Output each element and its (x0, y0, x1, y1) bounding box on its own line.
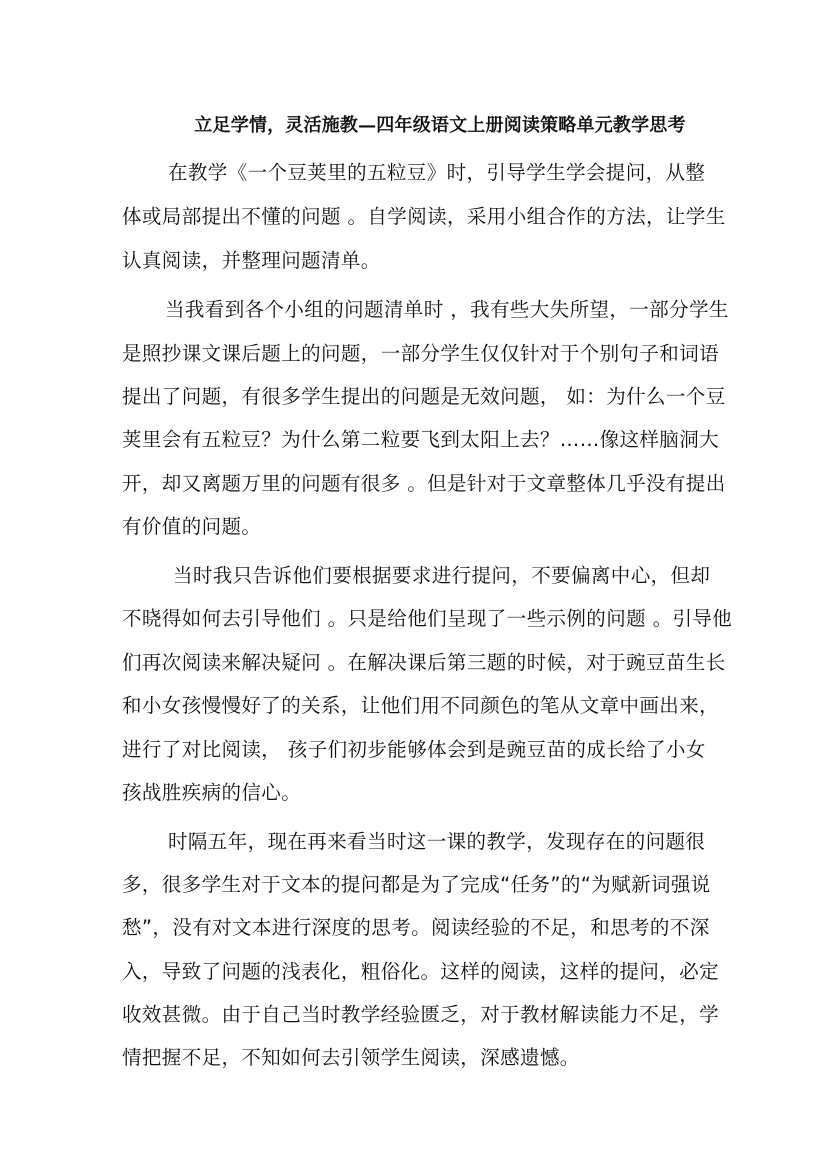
paragraph-3-line-4: 和小女孩慢慢好了的关系，让他们用不同颜色的笔从文章中画出来， (122, 694, 720, 717)
paragraph-1-line-2: 体或局部提出不懂的问题 。自学阅读，采用小组合作的方法，让学生 (122, 205, 726, 228)
paragraph-4-line-1: 时隔五年，现在再来看当时这一课的教学，发现存在的问题很 (168, 830, 706, 853)
paragraph-2-line-3: 提出了问题，有很多学生提出的问题是无效问题， 如：为什么一个豆 (122, 385, 726, 408)
paragraph-3-line-3: 们再次阅读来解决疑问 。在解决课后第三题的时候，对于豌豆苗生长 (122, 651, 726, 674)
paragraph-3-line-5: 进行了对比阅读， 孩子们初步能够体会到是豌豆苗的成长给了小女 (122, 738, 706, 761)
paragraph-4-line-3: 愁”，没有对文本进行深度的思考。阅读经验的不足，和思考的不深 (122, 916, 710, 939)
paragraph-4-line-2: 多，很多学生对于文本的提问都是为了完成“任务”的“为赋新词强说 (122, 873, 711, 896)
paragraph-2-line-5: 开，却又离题万里的问题有很多 。但是针对于文章整体几乎没有提出 (122, 472, 726, 495)
paragraph-3-line-6: 孩战胜疾病的信心。 (122, 781, 302, 804)
paragraph-1-line-3: 认真阅读，并整理问题清单。 (122, 249, 381, 272)
paragraph-2-line-2: 是照抄课文课后题上的问题，一部分学生仅仅针对于个别句子和词语 (122, 342, 720, 365)
paragraph-3-line-2: 不晓得如何去引导他们 。只是给他们呈现了一些示例的问题 。引导他 (122, 607, 733, 630)
document-title: 立足学情，灵活施教—四年级语文上册阅读策略单元教学思考 (194, 115, 686, 136)
paragraph-4-line-4: 入，导致了问题的浅表化，粗俗化。这样的阅读，这样的提问，必定 (122, 960, 720, 983)
paragraph-2-line-4: 荚里会有五粒豆？为什么第二粒要飞到太阳上去？……像这样脑洞大 (122, 428, 720, 451)
paragraph-2-line-6: 有价值的问题。 (122, 515, 262, 538)
paragraph-3-line-1: 当时我只告诉他们要根据要求进行提问，不要偏离中心，但却 (173, 564, 711, 587)
paragraph-4-line-6: 情把握不足，不知如何去引领学生阅读，深感遗憾。 (122, 1046, 580, 1069)
paragraph-4-line-5: 收效甚微。由于自己当时教学经验匮乏，对于教材解读能力不足，学 (122, 1003, 720, 1026)
paragraph-1-line-1: 在教学《一个豆荚里的五粒豆》时，引导学生学会提问，从整 (168, 161, 706, 184)
paragraph-2-line-1: 当我看到各个小组的问题清单时 ，我有些大失所望，一部分学生 (165, 298, 729, 321)
